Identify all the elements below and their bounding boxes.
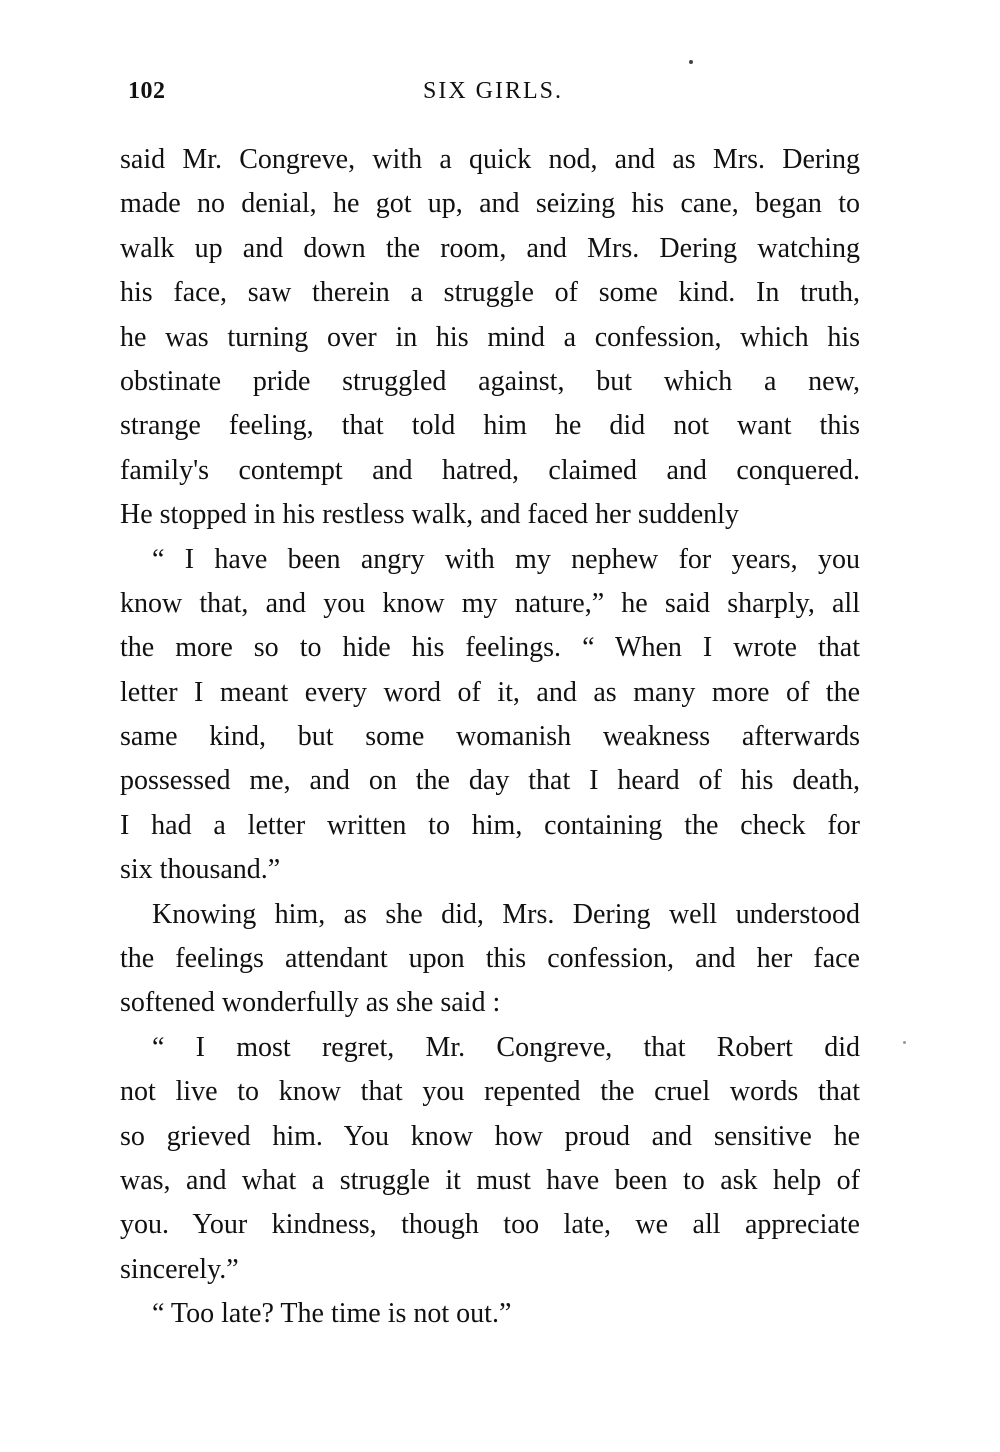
text-line: his face, saw therein a struggle of some kind. In truth, [120, 277, 860, 309]
text-line: He stopped in his restless walk, and faced her suddenly [120, 499, 739, 531]
running-head: SIX GIRLS. [422, 78, 563, 104]
text-line: strange feeling, that told him he did not want this [120, 410, 860, 442]
text-line: the feelings attendant upon this confession, and her face [120, 943, 860, 975]
text-line: same kind, but some womanish weakness afterwards [120, 721, 860, 753]
text-line: family's contempt and hatred, claimed and conquered. [120, 454, 860, 486]
text-line: made no denial, he got up, and seizing his cane, began to [120, 188, 860, 220]
text-line: “ I have been angry with my nephew for years, you [152, 543, 860, 575]
page-number: 102 [128, 78, 166, 104]
text-line: Knowing him, as she did, Mrs. Dering well understood [152, 898, 860, 930]
text-line: sincerely.” [120, 1253, 239, 1285]
text-line: “ I most regret, Mr. Congreve, that Robert did [152, 1031, 860, 1063]
text-line: walk up and down the room, and Mrs. Dering watching [120, 232, 860, 264]
text-line: was, and what a struggle it must have been to ask help of [120, 1164, 860, 1196]
text-line: letter I meant every word of it, and as many more of the [120, 676, 860, 708]
text-line: six thousand.” [120, 854, 281, 886]
text-line: know that, and you know my nature,” he said sharply, all [120, 587, 860, 619]
text-line: said Mr. Congreve, with a quick nod, and as Mrs. Dering [120, 144, 860, 175]
text-line: obstinate pride struggled against, but which a new, [120, 365, 860, 397]
ink-speck [903, 1041, 906, 1044]
page-header [128, 78, 858, 110]
text-line: so grieved him. You know how proud and sensitive he [120, 1120, 860, 1152]
text-line: you. Your kindness, though too late, we all appreciate [120, 1209, 860, 1241]
ink-speck [689, 60, 693, 64]
body-text [120, 138, 860, 1337]
text-line: the more so to hide his feelings. “ When I wrote that [120, 632, 860, 664]
text-line: I had a letter written to him, containing the check for [120, 809, 860, 841]
text-line: “ Too late? The time is not out.” [152, 1298, 512, 1330]
text-line: possessed me, and on the day that I heard of his death, [120, 765, 860, 797]
text-line: he was turning over in his mind a confession, which his [120, 321, 860, 353]
text-line: not live to know that you repented the cruel words that [120, 1076, 860, 1108]
text-line: softened wonderfully as she said : [120, 987, 501, 1019]
